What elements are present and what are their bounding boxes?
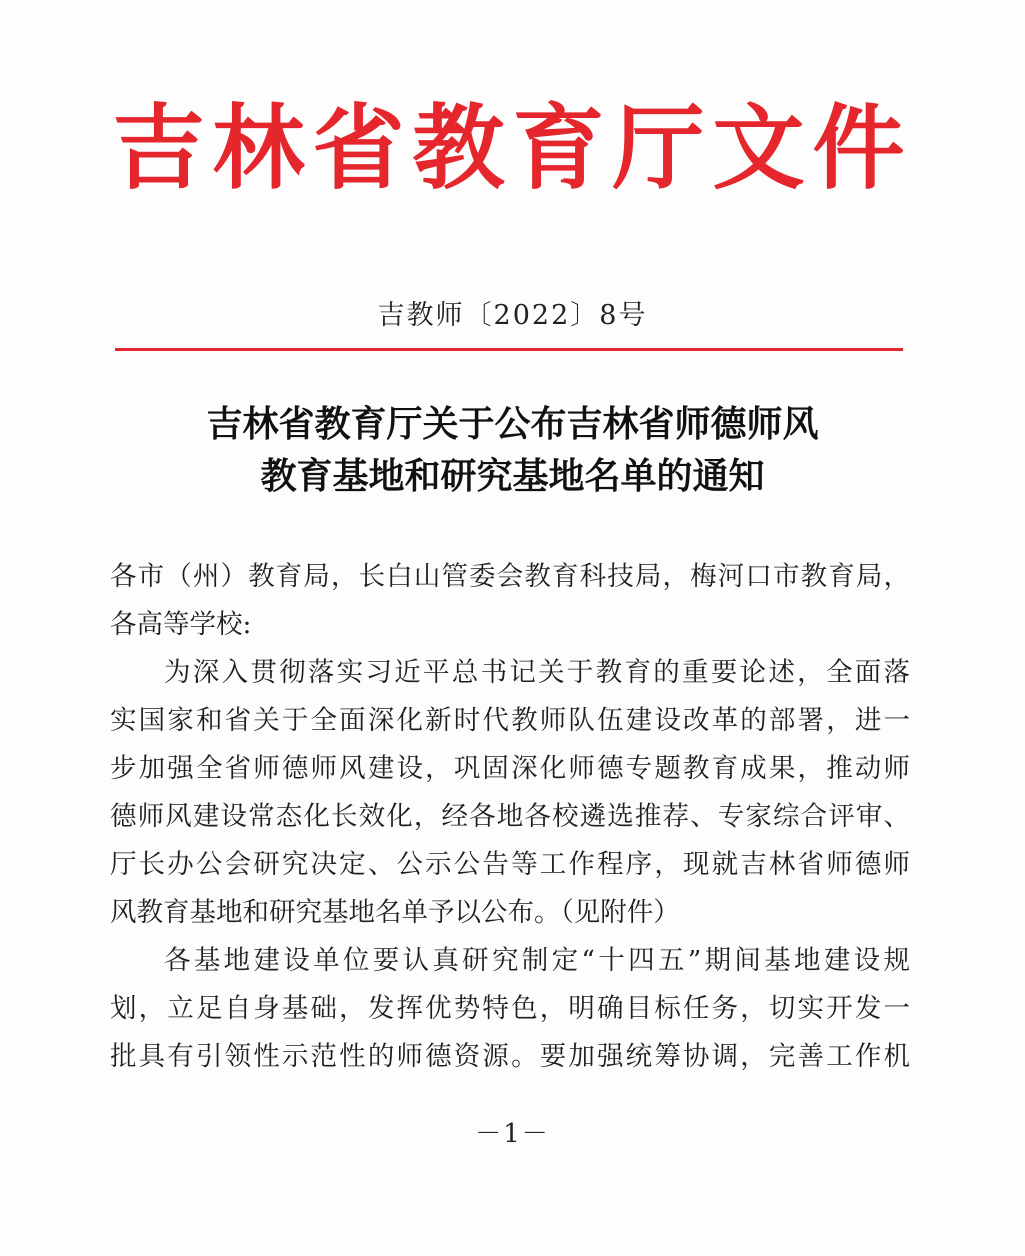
paragraph-line: 为深入贯彻落实习近平总书记关于教育的重要论述，全面落 xyxy=(164,657,910,688)
addressee-line: 各高等学校: xyxy=(110,609,252,640)
notice-title xyxy=(0,398,1025,502)
paragraph-line: 各基地建设单位要认真研究制定“十四五”期间基地建设规 xyxy=(164,945,910,976)
addressee-line: 各市（州）教育局，长白山管委会教育科技局，梅河口市教育局， xyxy=(110,561,910,592)
paragraph-line: 风教育基地和研究基地名单予以公布。（见附件） xyxy=(110,897,680,928)
paragraph-line: 步加强全省师德师风建设，巩固深化师德专题教育成果，推动师 xyxy=(110,753,910,784)
paragraph-line: 划，立足自身基础，发挥优势特色，明确目标任务，切实开发一 xyxy=(110,993,910,1024)
page-number: －1－ xyxy=(475,1119,550,1149)
title-line: 吉林省教育厅关于公布吉林省师德师风 xyxy=(206,403,819,445)
paragraph-line: 实国家和省关于全面深化新时代教师队伍建设改革的部署，进一 xyxy=(110,705,910,736)
paragraph-line: 批具有引领性示范性的师德资源。要加强统筹协调，完善工作机 xyxy=(110,1041,910,1072)
title-line: 教育基地和研究基地名单的通知 xyxy=(260,455,765,497)
paragraph-line: 厅长办公会研究决定、公示公告等工作程序，现就吉林省师德师 xyxy=(110,849,910,880)
red-divider xyxy=(115,348,903,351)
document-number: 吉教师〔2022〕8号 xyxy=(377,300,648,331)
masthead-title: 吉林省教育厅文件 xyxy=(112,94,913,202)
paragraph-line: 德师风建设常态化长效化，经各地各校遴选推荐、专家综合评审、 xyxy=(110,801,910,832)
body-text xyxy=(110,553,910,1081)
